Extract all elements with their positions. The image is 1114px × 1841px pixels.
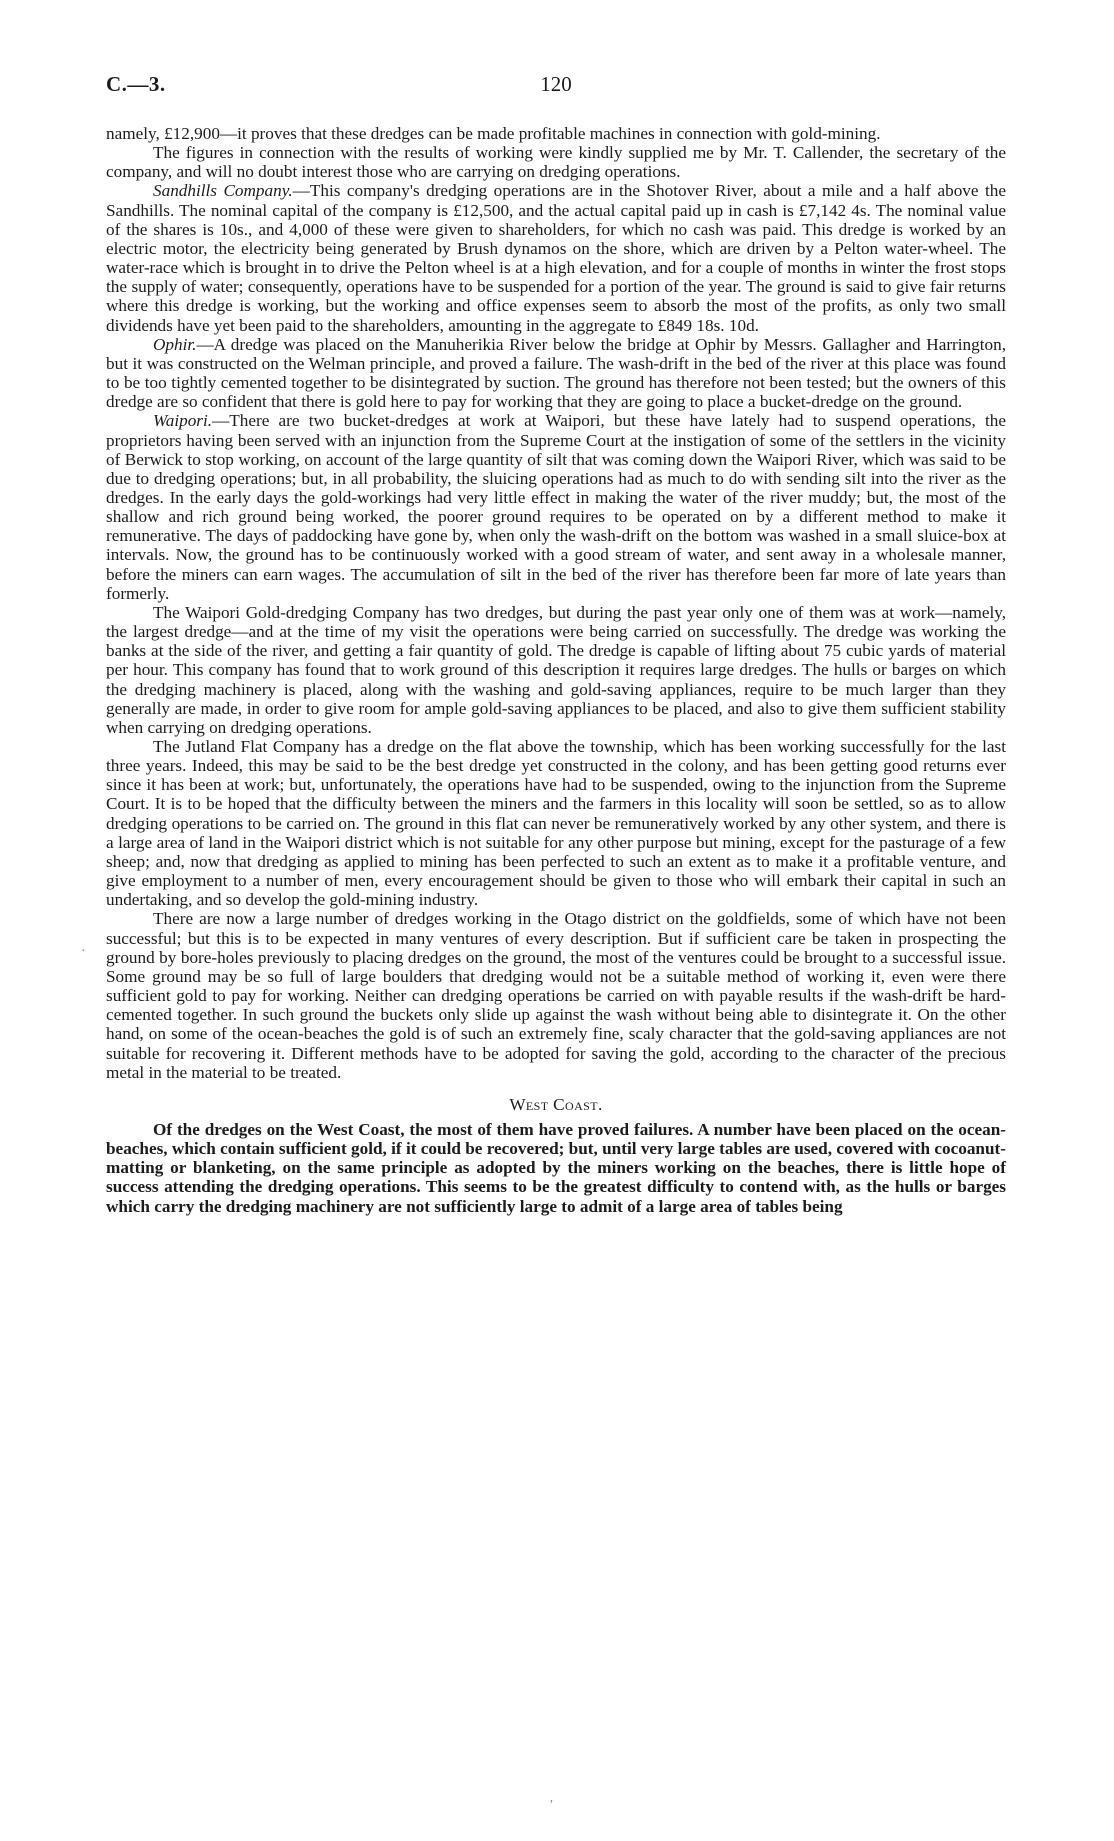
paragraph-continuation: namely, £12,900—it proves that these dredges can be made profitable machines in connection with gold-mining.: [106, 124, 881, 143]
subheading-sandhills: Sandhills Company.: [153, 181, 293, 201]
page-number: 120: [540, 72, 572, 96]
paragraph-west-coast: Of the dredges on the West Coast, the most of them have proved failures. A number have been placed on the ocean-beaches, which contain sufficient gold, if it could be recovered; but, until very large tables are used, covered with cocoanut-matting or blanketing, on the same principle as adopted by the miners working on the beaches, there is little hope of success attending the dredging operations. This seems to be the greatest difficulty to contend with, as the hulls or barges which carry the dredging machinery are not sufficiently large to admit of a large area of tables being: [106, 1119, 1006, 1216]
paragraph-sandhills: Sandhills Company.—This company's dredging operations are in the Shotover River, about a mile and a half above the Sandhills. The nominal capital of the company is £12,500, and the actual capital paid up in cash is £7,142 4s. The nominal value of the shares is 10s., and 4,000 of these were given to shareholders, for which no cash was paid. This dredge is worked by an electric motor, the electricity being generated by Brush dynamos on the shore, which are driven by a Pelton water-wheel. The water-race which is brought in to drive the Pelton wheel is at a high elevation, and for a couple of months in winter the frost stops the supply of water; consequently, operations have to be suspended for a portion of the year. The ground is said to give fair returns where this dredge is working, but the working and office expenses seem to absorb the most of the profits, as only two small dividends have yet been paid to the shareholders, amounting in the aggregate to £849 18s. 10d.: [106, 181, 1006, 335]
paragraph-waipori-company: The Waipori Gold-dredging Company has two dredges, but during the past year only one of them was at work—namely, the largest dredge—and at the time of my visit the operations were being carried on successfully. The dredge was working the banks at the side of the river, and getting a fair quantity of gold. The dredge is capable of lifting about 75 cubic yards of material per hour. This company has found that to work ground of this description it requires large dredges. The hulls or barges on which the dredging machinery is placed, along with the washing and gold-saving appliances, require to be much larger than they generally are made, in order to give room for ample gold-saving appliances to be placed, and also to give them sufficient stability when carrying on dredging operations.: [106, 602, 1006, 737]
document-body: [106, 124, 1006, 1216]
paragraph-jutland-flat: The Jutland Flat Company has a dredge on the flat above the township, which has been working successfully for the last three years. Indeed, this may be said to be the best dredge yet constructed in the colony, and has been getting good returns ever since it has been at work; but, unfortunately, the operations have had to be suspended, owing to the injunction from the Supreme Court. It is to be hoped that the difficulty between the miners and the farmers in this locality will soon be settled, so as to allow dredging operations to be carried on. The ground in this flat can never be remuneratively worked by any other system, and there is a large area of land in the Waipori district which is not suitable for any other purpose but mining, except for the pasturage of a few sheep; and, now that dredging as applied to mining has been perfected to such an extent as to make it a profitable venture, and give employment to a number of men, every encouragement should be given to those who will embark their capital in such an undertaking, and so develop the gold-mining industry.: [106, 737, 1006, 910]
section-heading-west-coast: West Coast.: [509, 1094, 603, 1114]
subheading-waipori: Waipori.: [153, 411, 213, 431]
page-speck-mark: ′: [550, 1798, 554, 1813]
subheading-ophir: Ophir.: [153, 334, 197, 354]
page-header: [106, 72, 1006, 104]
paragraph-figures: The figures in connection with the results of working were kindly supplied me by Mr. T. Callender, the secretary of the company, and will no doubt interest those who are carrying on dredging operations.: [106, 143, 1006, 182]
document-code: C.—3.: [106, 72, 166, 96]
paragraph-waipori: Waipori.—There are two bucket-dredges at work at Waipori, but these have lately had to suspend operations, the proprietors having been served with an injunction from the Supreme Court at the instigation of some of the settlers in the vicinity of Berwick to stop working, on account of the large quantity of silt that was coming down the Waipori River, which was said to be due to dredging operations; but, in all probability, the sluicing operations had as much to do with sending silt into the river as the dredges. In the early days the gold-workings had very little effect in making the water of the river muddy; but, the most of the shallow and rich ground being worked, the poorer ground requires to be operated on by a different method to make it remunerative. The days of paddocking have gone by, when only the wash-drift on the bottom was washed in a small sluice-box at intervals. Now, the ground has to be continuously worked with a good stream of water, and sent away in a wholesale manner, before the miners can earn wages. The accumulation of silt in the bed of the river has therefore been far more of late years than formerly.: [106, 411, 1006, 603]
paragraph-otago-dredges: There are now a large number of dredges working in the Otago district on the goldfields, some of which have not been successful; but this is to be expected in many ventures of every description. But if sufficient care be taken in prospecting the ground by bore-holes previously to placing dredges on the ground, the most of the ventures could be brought to a successful issue. Some ground may be so full of large boulders that dredging would not be a suitable method of working it, even were there sufficient gold to pay for working. Neither can dredging operations be carried on with payable results if the wash-drift be hard-cemented together. In such ground the buckets only slide up against the wash without being able to disintegrate it. On the other hand, on some of the ocean-beaches the gold is of such an extremely fine, scaly character that the gold-saving appliances are not suitable for recovering it. Different methods have to be adopted for saving the gold, according to the character of the precious metal in the material to be treated.: [106, 909, 1006, 1082]
margin-tick-mark: ·: [81, 944, 86, 959]
paragraph-ophir: Ophir.—A dredge was placed on the Manuherikia River below the bridge at Ophir by Messrs. Gallagher and Harrington, but it was constructed on the Welman principle, and proved a failure. The wash-drift in the bed of the river at this place was found to be too tightly cemented together to be disintegrated by suction. The ground has therefore not been tested; but the owners of this dredge are so confident that there is gold here to pay for working that they are going to place a bucket-dredge on the ground.: [106, 334, 1006, 412]
